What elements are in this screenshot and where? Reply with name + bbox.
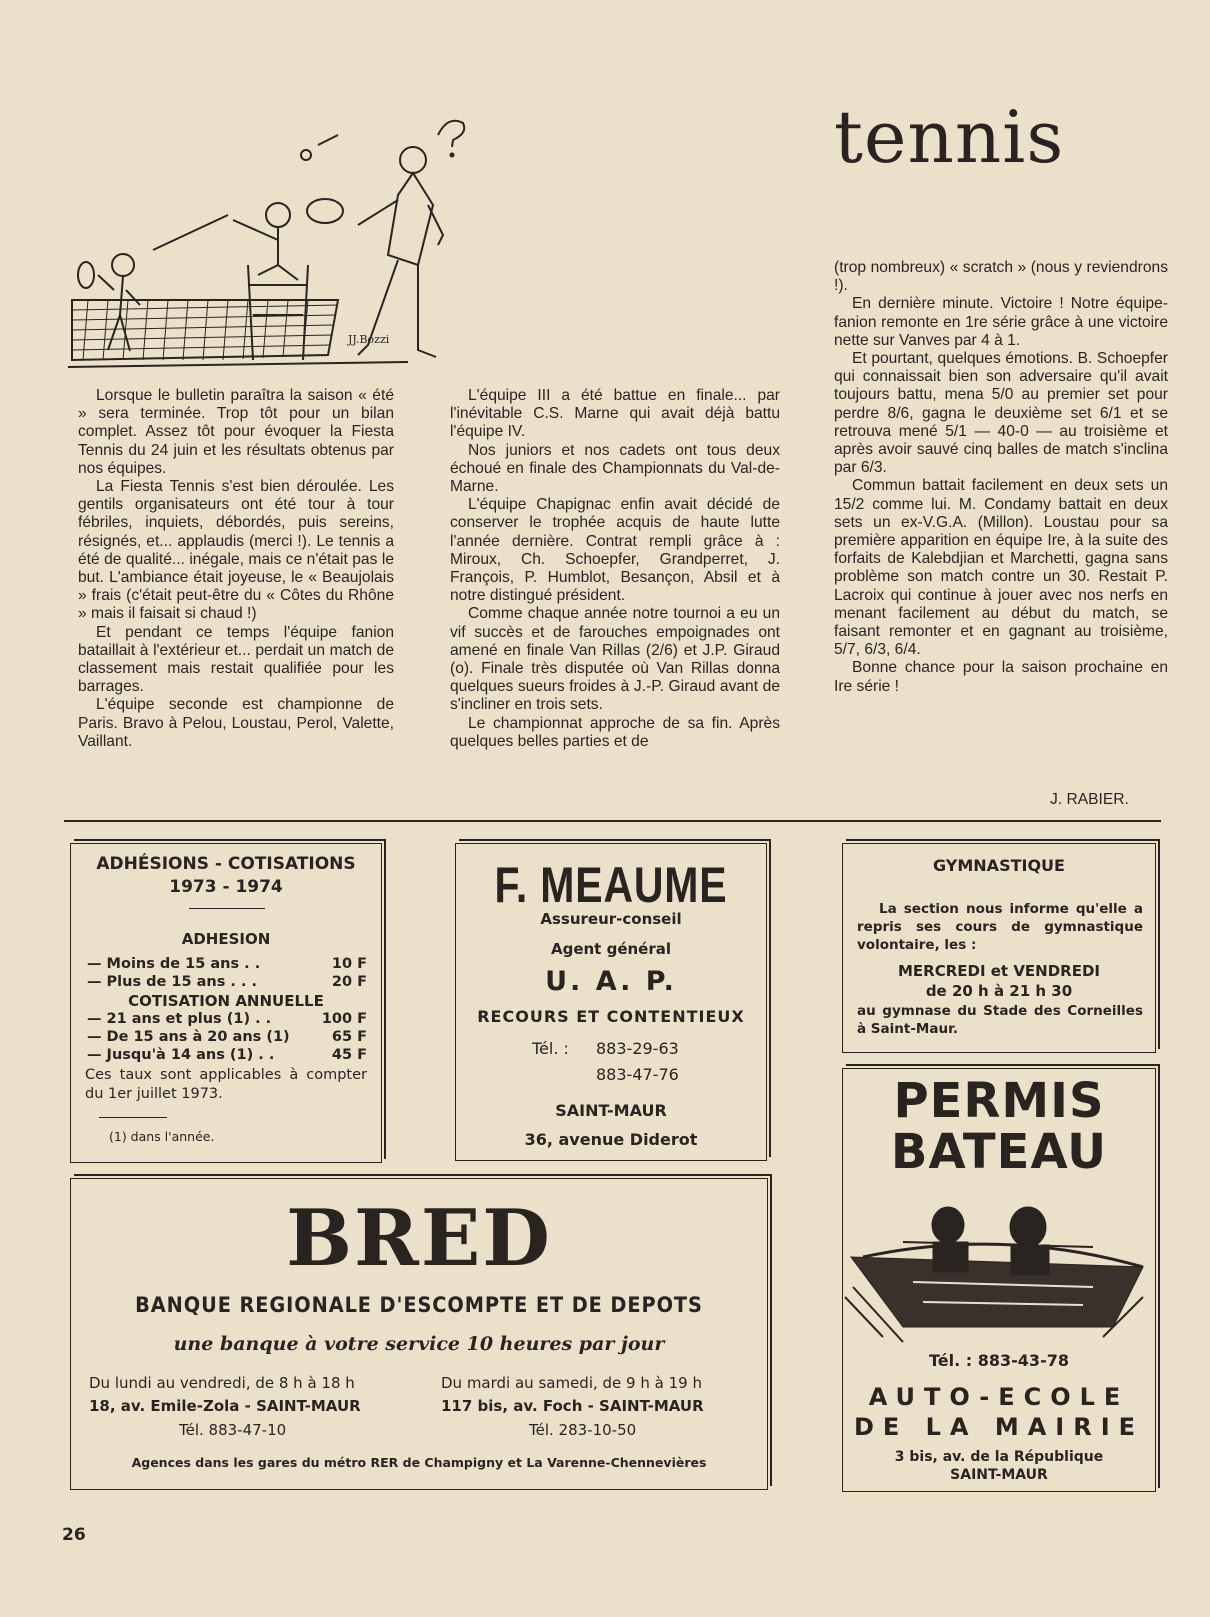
box-shadow xyxy=(459,839,771,1157)
article-column-3 xyxy=(834,259,1168,696)
school-name-2: DE LA MAIRIE xyxy=(853,1413,1145,1441)
box-shadow xyxy=(74,1174,772,1486)
illustration-signature: JJ.Bozzi xyxy=(348,333,390,346)
fee-label: — 21 ans et plus (1) . . xyxy=(87,1011,272,1027)
meaume-agent: Agent général xyxy=(550,940,671,958)
bred-logo: BRED xyxy=(286,1193,552,1284)
school-name-1: AUTO-ECOLE xyxy=(868,1383,1130,1411)
article-signature: J. RABIER. xyxy=(1050,791,1129,808)
gym-hours: de 20 h à 21 h 30 xyxy=(925,982,1073,1000)
bred-right-hours: Du mardi au samedi, de 9 h à 19 h xyxy=(441,1374,702,1392)
permis-address: 3 bis, av. de la République xyxy=(894,1449,1104,1465)
article-column-2 xyxy=(450,387,780,751)
paragraph: Le championnat approche de sa fin. Après quelques belles parties et de xyxy=(450,714,780,750)
meaume-tel-1: 883-29-63 xyxy=(596,1039,679,1058)
box-shadow xyxy=(846,1064,1160,1488)
bred-left-tel: Tél. 883-47-10 xyxy=(179,1421,287,1439)
paragraph: Et pendant ce temps l'équipe fanion bataillait à l'extérieur et... perdait un match de classement mais restait qualifiée pour les barrages. xyxy=(78,623,394,696)
rates-note: Ces taux sont applicables à compter du 1er juillet 1973. xyxy=(85,1067,367,1102)
paragraph: L'équipe III a été battue en finale... par l'inévitable C.S. Marne qui avait déjà battu l'équipe IV. xyxy=(450,387,780,441)
article-column-1 xyxy=(78,387,394,751)
permis-tel: Tél. : 883-43-78 xyxy=(929,1351,1069,1370)
paragraph: (trop nombreux) « scratch » (nous y reviendrons !). xyxy=(834,259,1168,295)
adhesions-title: ADHÉSIONS - COTISATIONS xyxy=(96,854,356,874)
permis-title-1: PERMIS xyxy=(893,1073,1105,1129)
bred-right-tel: Tél. 283-10-50 xyxy=(529,1421,637,1439)
paragraph: L'équipe seconde est championne de Paris. Bravo à Pelou, Loustau, Perol, Valette, Vaillant. xyxy=(78,696,394,750)
gym-days: MERCREDI et VENDREDI xyxy=(897,962,1101,980)
fee-label: — Plus de 15 ans . . . xyxy=(87,974,258,990)
page-title: tennis xyxy=(834,95,1065,179)
meaume-city: SAINT-MAUR xyxy=(555,1101,667,1120)
permis-title-2: BATEAU xyxy=(890,1124,1108,1180)
fee-amount: 10 F xyxy=(331,956,367,972)
fee-amount: 20 F xyxy=(331,974,367,990)
tel-label: Tél. : xyxy=(532,1039,569,1058)
paragraph: Nos juniors et nos cadets ont tous deux échoué en finale des Championnats du Val-de-Marne. xyxy=(450,441,780,496)
fee-amount: 65 F xyxy=(331,1029,367,1045)
bred-footer: Agences dans les gares du métro RER de Champigny et La Varenne-Chennevières xyxy=(131,1455,707,1470)
meaume-tel-2: 883-47-76 xyxy=(596,1065,679,1084)
paragraph: En dernière minute. Victoire ! Notre équipe-fanion remonte en 1re série grâce à une victoire nette sur Vanves par 4 à 1. xyxy=(834,295,1168,349)
fee-label: — De 15 ans à 20 ans (1) xyxy=(87,1029,290,1045)
adhesions-year: 1973 - 1974 xyxy=(169,877,283,897)
paragraph: Lorsque le bulletin paraîtra la saison « été » sera terminée. Trop tôt pour un bilan complet. Assez tôt pour évoquer la Fiesta Tennis du 24 juin et les résultats obtenus par nos équipes. xyxy=(78,387,394,477)
paragraph: Commun battait facilement en deux sets un 15/2 comme lui. M. Condamy battait en deux sets un ex-V.G.A. (Millon). Loustau pour sa première apparition en équipe Ire, à la suite des forfaits de Kalebdjian et Marchetti, gagna sans problème son match contre un 30. Restait P. Lacroix qui continue à jouer avec nos nerfs en menant facilement au début du match, se faisant remonter et en gagnant au troisième, 5/7, 6/3, 6/4. xyxy=(834,477,1168,659)
meaume-name: F. MEAUME xyxy=(494,857,728,913)
gym-text: La section nous informe qu'elle a repris ses cours de gymnastique volontaire, les : xyxy=(857,901,1143,953)
adhesion-heading: ADHESION xyxy=(181,930,271,948)
gym-place: au gymnase du Stade des Corneilles à Saint-Maur. xyxy=(857,1003,1143,1037)
uap-label: U. A. P. xyxy=(545,966,677,997)
fee-amount: 100 F xyxy=(321,1011,367,1027)
bred-slogan: une banque à votre service 10 heures par jour xyxy=(173,1333,665,1355)
paragraph: Et pourtant, quelques émotions. B. Schoepfer qui connaissait bien son adversaire qu'il avait toujours battu, mena 5/0 au premier set pour perdre 8/6, gagna le deuxième set 6/1 et se retrouva mené 5/1 — 40-0 — au troisième et après avoir sauvé cinq balles de match s'inclina par 6/3. xyxy=(834,350,1168,477)
cotisation-heading: COTISATION ANNUELLE xyxy=(128,992,324,1010)
fee-label: — Moins de 15 ans . . xyxy=(87,956,261,972)
box-shadow xyxy=(846,839,1160,1049)
bred-right-address: 117 bis, av. Foch - SAINT-MAUR xyxy=(441,1397,704,1415)
box-shadow xyxy=(74,839,386,1159)
bred-left-hours: Du lundi au vendredi, de 8 h à 18 h xyxy=(89,1374,355,1392)
tennis-cartoon-illustration xyxy=(68,115,468,375)
meaume-service: RECOURS ET CONTENTIEUX xyxy=(477,1007,745,1026)
gym-title: GYMNASTIQUE xyxy=(933,856,1065,875)
paragraph: Comme chaque année notre tournoi a eu un vif succès et de farouches empoignades ont amené en finale Van Rillas (2/6) et J.P. Giraud (o). Finale très disputée où Van Rillas donna quelques sueurs froides à J.-P. Giraud avant de s'incliner en trois sets. xyxy=(450,605,780,714)
meaume-role: Assureur-conseil xyxy=(540,910,682,928)
bred-left-address: 18, av. Emile-Zola - SAINT-MAUR xyxy=(89,1397,361,1415)
page-number: 26 xyxy=(62,1525,86,1545)
paragraph: La Fiesta Tennis s'est bien déroulée. Les gentils organisateurs ont été tour à tour fébriles, inquiets, débordés, puis sereins, résignés, et... applaudis (merci !). Le tennis a été de qualité... inégale, mais ce n'était pas le but. L'ambiance était joyeuse, le « Beaujolais » frais (c'était peut-être du « Côtes du Rhône » mais il faisait si chaud !) xyxy=(78,478,394,623)
paragraph: L'équipe Chapignac enfin avait décidé de conserver le trophée acquis de haute lutte l'année dernière. Contrat rempli grâce à : Miroux, Ch. Schoepfer, Grandperret, J. François, P. Humblot, Besançon, Absil et à notre distingué président. xyxy=(450,496,780,605)
bred-fullname: BANQUE REGIONALE D'ESCOMPTE ET DE DEPOTS xyxy=(135,1293,703,1317)
divider xyxy=(64,820,1161,822)
footnote: (1) dans l'année. xyxy=(109,1129,215,1144)
fee-amount: 45 F xyxy=(331,1047,367,1063)
permis-city: SAINT-MAUR xyxy=(950,1467,1048,1483)
paragraph: Bonne chance pour la saison prochaine en Ire série ! xyxy=(834,659,1168,695)
meaume-address: 36, avenue Diderot xyxy=(524,1130,698,1149)
fee-label: — Jusqu'à 14 ans (1) . . xyxy=(87,1047,275,1063)
